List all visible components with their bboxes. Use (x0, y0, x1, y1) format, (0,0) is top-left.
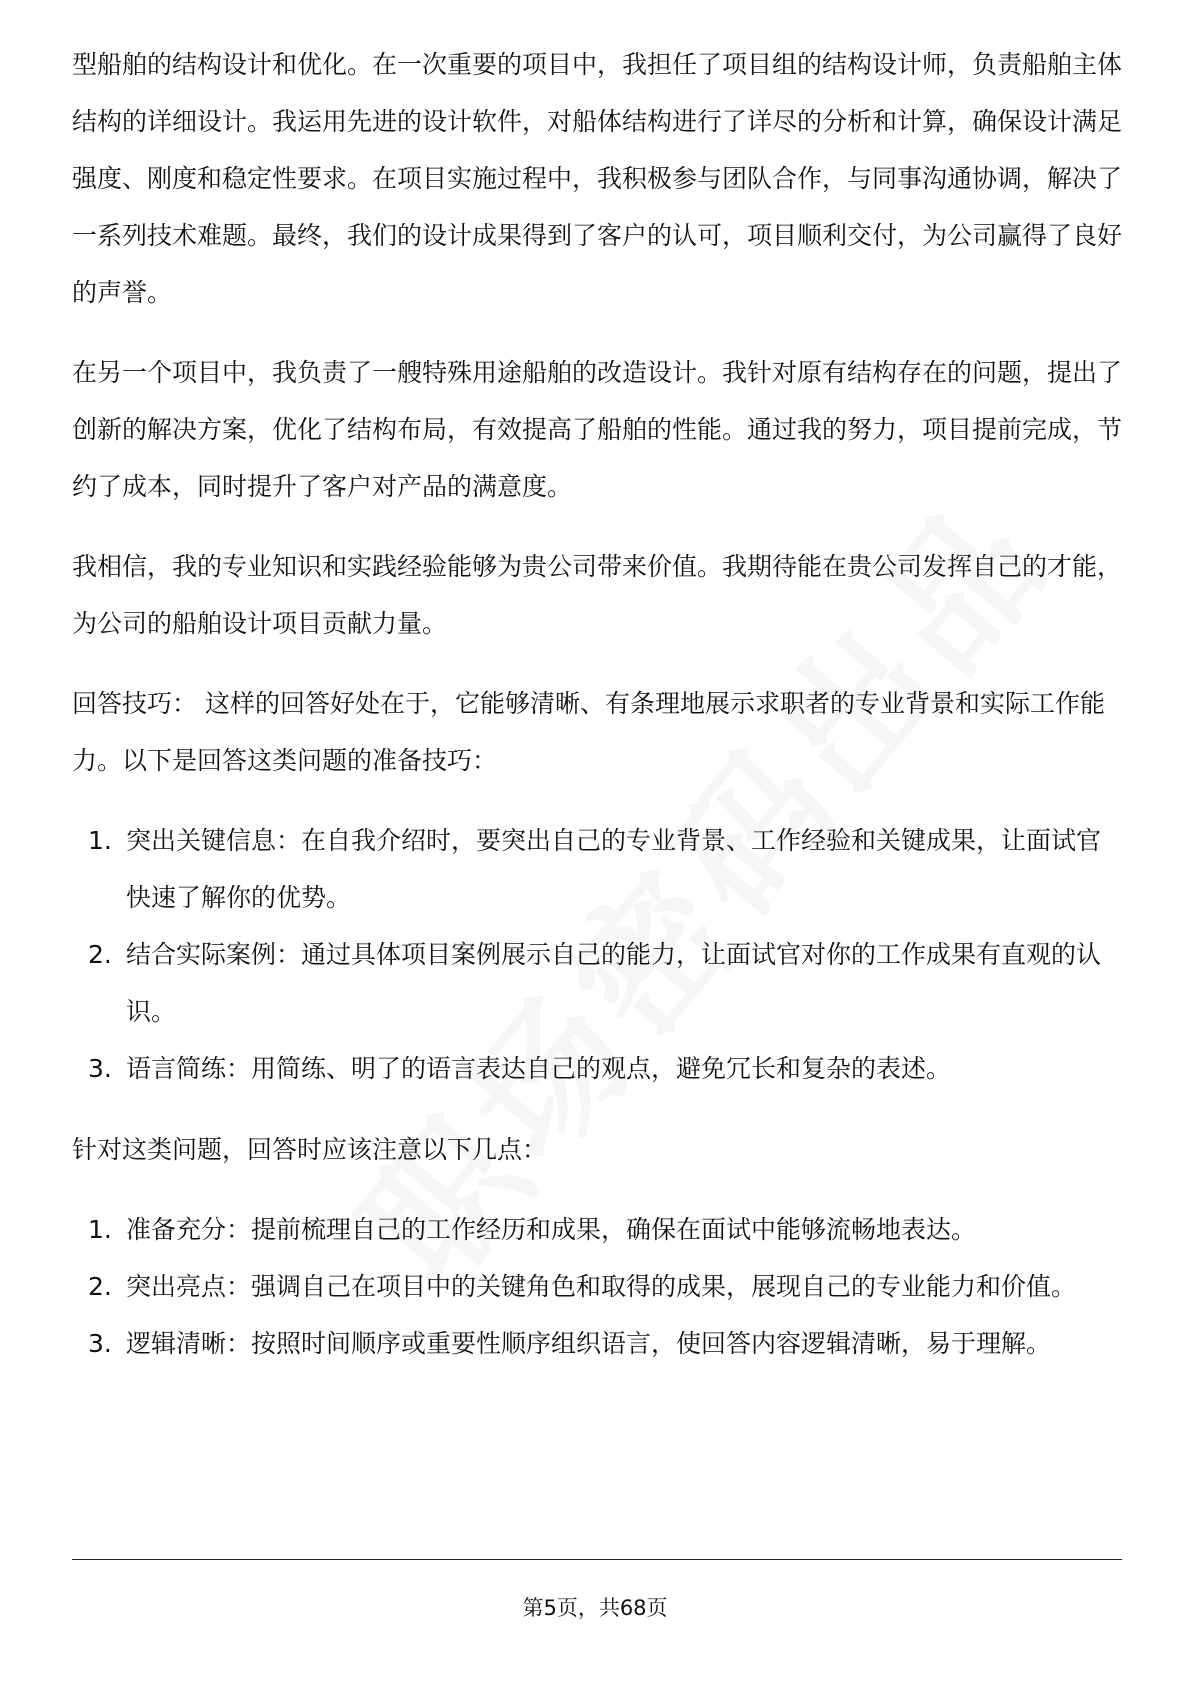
list-item-text: 突出亮点：强调自己在项目中的关键角色和取得的成果，展现自己的专业能力和价值。 (126, 1272, 1077, 1301)
notes-list (72, 1201, 1122, 1372)
list-item-text: 逻辑清晰：按照时间顺序或重要性顺序组织语言，使回答内容逻辑清晰，易于理解。 (126, 1329, 1052, 1358)
list-number: 1. (88, 1215, 112, 1244)
list-item (72, 1258, 1122, 1315)
list-number: 2. (88, 1272, 112, 1301)
paragraph-answer-tips: 回答技巧： 这样的回答好处在于，它能够清晰、有条理地展示求职者的专业背景和实际工作能力。以下是回答这类问题的准备技巧： (72, 689, 1105, 775)
paragraph-project-1: 型船舶的结构设计和优化。在一次重要的项目中，我担任了项目组的结构设计师，负责船舶主体结构的详细设计。我运用先进的设计软件，对船体结构进行了详尽的分析和计算，确保设计满足强度、刚度和稳定性要求。在项目实施过程中，我积极参与团队合作，与同事沟通协调，解决了一系列技术难题。最终，我们的设计成果得到了客户的认可，项目顺利交付，为公司赢得了良好的声誉。 (72, 50, 1123, 307)
list-number: 1. (88, 826, 112, 855)
list-item-text: 结合实际案例：通过具体项目案例展示自己的能力，让面试官对你的工作成果有直观的认识。 (126, 940, 1102, 1026)
paragraph-project-2: 在另一个项目中，我负责了一艘特殊用途船舶的改造设计。我针对原有结构存在的问题，提出了创新的解决方案，优化了结构布局，有效提高了船舶的性能。通过我的努力，项目提前完成，节约了成本，同时提升了客户对产品的满意度。 (72, 358, 1123, 501)
footer-divider (72, 1559, 1122, 1560)
list-item (72, 926, 1122, 1040)
list-item (72, 1040, 1122, 1097)
paragraph-notes-intro: 针对这类问题，回答时应该注意以下几点： (72, 1135, 548, 1164)
list-item-text: 语言简练：用简练、明了的语言表达自己的观点，避免冗长和复杂的表述。 (126, 1054, 952, 1083)
paragraph-value: 我相信，我的专业知识和实践经验能够为贵公司带来价值。我期待能在贵公司发挥自己的才能，为公司的船舶设计项目贡献力量。 (72, 552, 1123, 638)
page-number: 第5页，共68页 (522, 1596, 668, 1620)
list-item (72, 1315, 1122, 1372)
tips-list (72, 812, 1122, 1097)
list-item (72, 1201, 1122, 1258)
list-number: 2. (88, 940, 112, 969)
list-number: 3. (88, 1054, 112, 1083)
list-item (72, 812, 1122, 926)
document-body (72, 36, 1122, 1396)
list-number: 3. (88, 1329, 112, 1358)
list-item-text: 突出关键信息：在自我介绍时，要突出自己的专业背景、工作经验和关键成果，让面试官快速了解你的优势。 (126, 826, 1102, 912)
list-item-text: 准备充分：提前梳理自己的工作经历和成果，确保在面试中能够流畅地表达。 (126, 1215, 977, 1244)
